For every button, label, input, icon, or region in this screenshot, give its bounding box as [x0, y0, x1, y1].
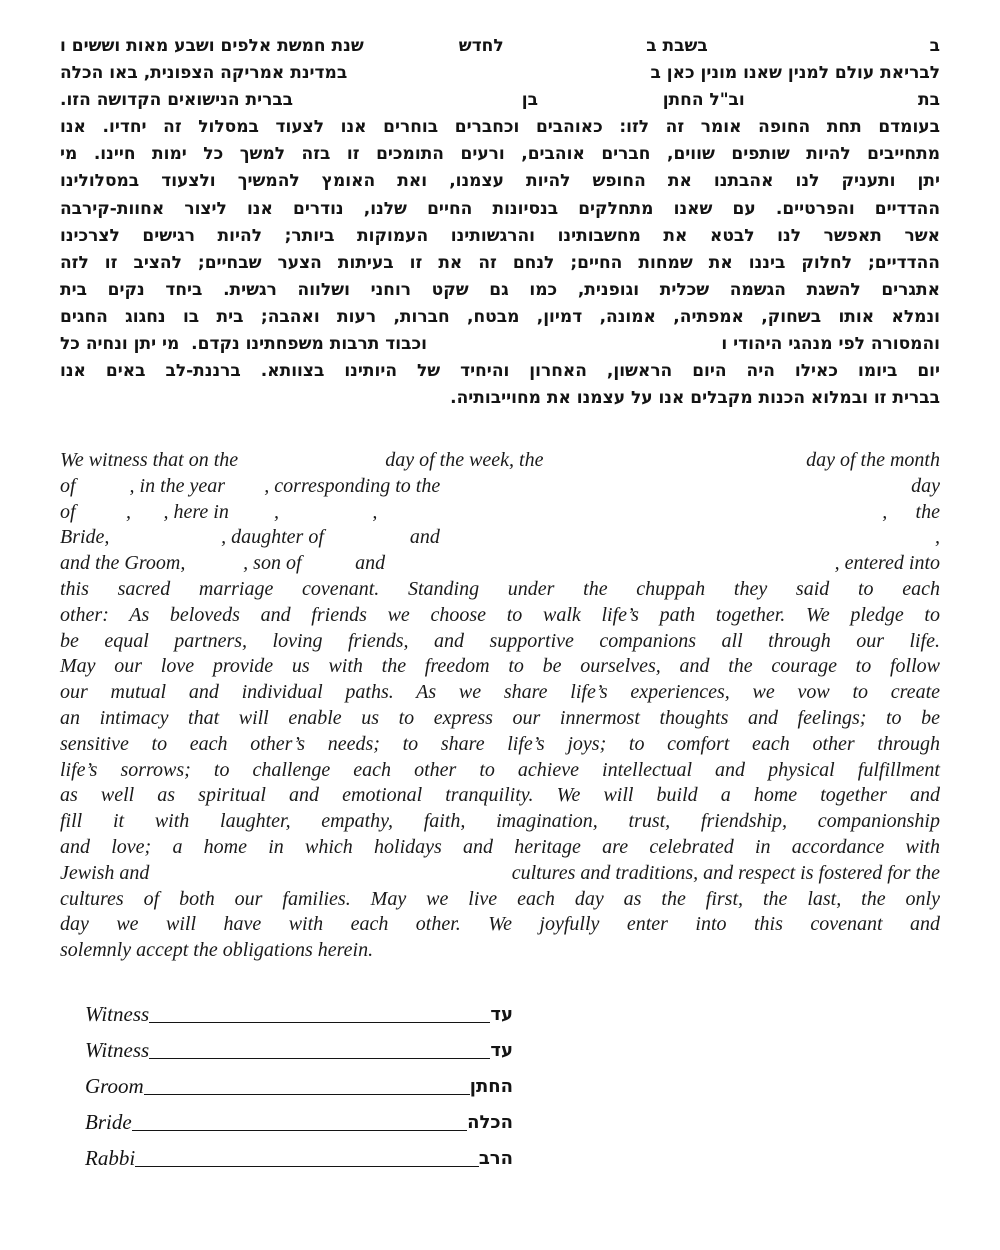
hebrew-line	[60, 60, 940, 87]
english-text-segment: day of the month	[806, 449, 940, 471]
hebrew-line: ההדדיים והפרטיים. עם שאנו מתחלקים בנסיונות החיים שלנו, נודרים אנו ליצור אחוות-קירבה	[60, 198, 940, 219]
witness-2-signature-line	[149, 1057, 490, 1059]
english-text-segment: , in the year	[129, 474, 226, 497]
english-line: solemnly accept the obligations herein.	[60, 939, 374, 962]
english-line: and love; a home in which holidays and heritage are celebrated in accordance with	[60, 835, 940, 858]
groom-label: Groom	[85, 1074, 144, 1098]
hebrew-line: אתגרים להשגת הגשמה שכלית וגופנית, כמו גם שקט רוחני ושלווה רגשית. ביחד נקים בית	[60, 279, 940, 300]
hebrew-text-segment: והמסורה לפי מנהגי היהודי ו	[721, 334, 940, 355]
bride-label: Bride	[85, 1110, 132, 1134]
english-text-segment: , daughter of	[221, 526, 324, 549]
witness-2-hebrew-label: עד	[490, 1040, 513, 1061]
hebrew-text-segment: ב	[929, 36, 940, 56]
english-line	[60, 861, 940, 887]
rabbi-label: Rabbi	[85, 1146, 136, 1170]
bride-hebrew-label: הכלה	[467, 1112, 513, 1133]
hebrew-text-segment: בברית הנישואים הקדושה הזו.	[60, 90, 294, 111]
english-text-segment: Jewish and	[60, 861, 150, 884]
signature-row-witness-2	[85, 1039, 513, 1062]
hebrew-line: יום ביומו כאילו היה היום הראשון, האחרון והיחיד של היותינו בצוותא. ברננת-לב באים אנו	[60, 361, 940, 382]
english-line: be equal partners, loving friends, and supportive companions all through our life.	[60, 629, 940, 652]
english-text-segment: , entered into	[834, 552, 941, 575]
english-text-segment: and the Groom,	[60, 552, 186, 575]
signature-row-witness-1	[85, 1003, 513, 1026]
hebrew-text-segment: בשבת ב	[646, 36, 708, 56]
english-text-segment: ,	[273, 500, 279, 523]
hebrew-line	[60, 87, 940, 114]
rabbi-signature-line	[135, 1165, 479, 1167]
hebrew-line: מתחייבים להיות שותפים שווים, חברים אוהבים, ורעים התומכים זו בזה למשך כל ימות חיינו. מי	[60, 144, 940, 165]
hebrew-line: בעומדם תחת החופה אומר זה לזו: כאוהבים וכחברים בוחרים אנו לצעוד במסלול זה יחדיו. אנו	[60, 117, 940, 138]
witness-1-label: Witness	[85, 1002, 150, 1026]
hebrew-text-segment: וב"ל החתן	[662, 90, 745, 111]
witness-1-hebrew-label: עד	[490, 1004, 513, 1025]
hebrew-line: אשר תאפשר לנו לבטא את מחשבותינו והרגשותינו העמוקות ביותר; להיות רגישים לצרכינו	[60, 225, 940, 246]
signature-row-bride	[85, 1111, 513, 1134]
witness-2-label: Witness	[85, 1038, 150, 1062]
english-line: cultures of both our families. May we live each day as the first, the last, the only	[60, 887, 940, 910]
english-text-segment: day	[911, 474, 940, 497]
hebrew-line: יתן ותעניק לנו אהבתנו את החופש להיות עצמנו, ואת האומץ להמשיך ולצעוד במסלולינו	[60, 171, 940, 192]
hebrew-text-segment: בת	[918, 90, 940, 111]
english-line	[60, 500, 940, 526]
english-text-segment: ,	[935, 526, 940, 549]
english-line	[60, 448, 940, 474]
english-text-segment: ,	[372, 500, 378, 523]
english-line: life’s sorrows; to challenge each other to achieve intellectual and physical fulfillment	[60, 758, 940, 781]
english-text-segment: , corresponding to the	[264, 474, 441, 497]
hebrew-text-segment: וכבוד תרבות משפחתינו נקדם. מי יתן ונחיה כל	[60, 334, 427, 355]
witness-1-signature-line	[149, 1021, 490, 1023]
english-line: day we will have with each other. We joyfully enter into this covenant and	[60, 913, 940, 936]
hebrew-line: בברית זו ובמלוא הכנות מקבלים אנו על עצמנו את מחוייבותיה.	[450, 388, 940, 409]
hebrew-line: ההדדיים; לחלוק ביננו את שמחות החיים; לנחם זה את זו בעיתות הצער שבחיים; להציב זו לזה	[60, 252, 940, 273]
english-line: other: As beloveds and friends we choose to walk life’s path together. We pledge to	[60, 603, 940, 626]
english-text-segment: Bride,	[60, 526, 110, 549]
bride-signature-line	[132, 1129, 468, 1131]
english-text-section	[60, 448, 940, 964]
hebrew-text-segment: לבריאת עולם למנין שאנו מונין כאן ב	[650, 63, 940, 84]
hebrew-line: ונמלא אותו בשחוק, אמפתיה, אמונה, דמיון, מבטח, חברות, רעות ואהבה; בית בו נחגוג החגים	[60, 306, 940, 327]
english-line	[60, 551, 940, 577]
english-line: fill it with laughter, empathy, faith, imagination, trust, friendship, companionship	[60, 810, 940, 833]
english-text-segment: and	[409, 526, 440, 549]
english-text-segment: of	[60, 474, 76, 497]
rabbi-hebrew-label: הרב	[478, 1148, 513, 1169]
english-line	[60, 525, 940, 551]
english-line: as well as spiritual and emotional tranquility. We will build a home together and	[60, 784, 940, 807]
groom-signature-line	[144, 1093, 470, 1095]
english-text-segment: cultures and traditions, and respect is fostered for the	[511, 861, 940, 884]
signature-row-groom	[85, 1075, 513, 1098]
english-text-segment: , here in	[163, 500, 229, 523]
english-text-segment: We witness that on the	[60, 449, 239, 471]
hebrew-text-segment: לחדש	[458, 36, 504, 56]
groom-hebrew-label: החתן	[469, 1076, 513, 1097]
signature-section	[85, 1003, 513, 1183]
english-text-segment: , son of	[243, 552, 302, 575]
hebrew-text-section	[60, 33, 940, 412]
english-line: sensitive to each other’s needs; to share life’s joys; to comfort each other through	[60, 732, 940, 755]
english-text-segment: ,	[882, 500, 888, 523]
english-text-segment: day of the week, the	[385, 449, 544, 471]
english-line: this sacred marriage covenant. Standing under the chuppah they said to each	[60, 577, 940, 600]
hebrew-text-segment: במדינת אמריקה הצפונית, באו הכלה	[60, 63, 348, 84]
hebrew-text-segment: בן	[521, 90, 538, 111]
english-line: an intimacy that will enable us to express our innermost thoughts and feelings; to be	[60, 706, 940, 729]
hebrew-line	[60, 331, 940, 358]
signature-row-rabbi	[85, 1147, 513, 1170]
english-text-segment: of	[60, 500, 76, 523]
hebrew-text-segment: שנת חמשת אלפים ושבע מאות וששים ו	[60, 36, 364, 56]
english-text-segment: ,	[125, 500, 131, 523]
english-line: our mutual and individual paths. As we share life’s experiences, we vow to create	[60, 681, 940, 704]
hebrew-line	[60, 33, 940, 60]
english-line: May our love provide us with the freedom to be ourselves, and the courage to follow	[60, 655, 940, 678]
english-text-segment: the	[915, 500, 940, 523]
english-line	[60, 474, 940, 500]
english-text-segment: and	[355, 552, 386, 575]
